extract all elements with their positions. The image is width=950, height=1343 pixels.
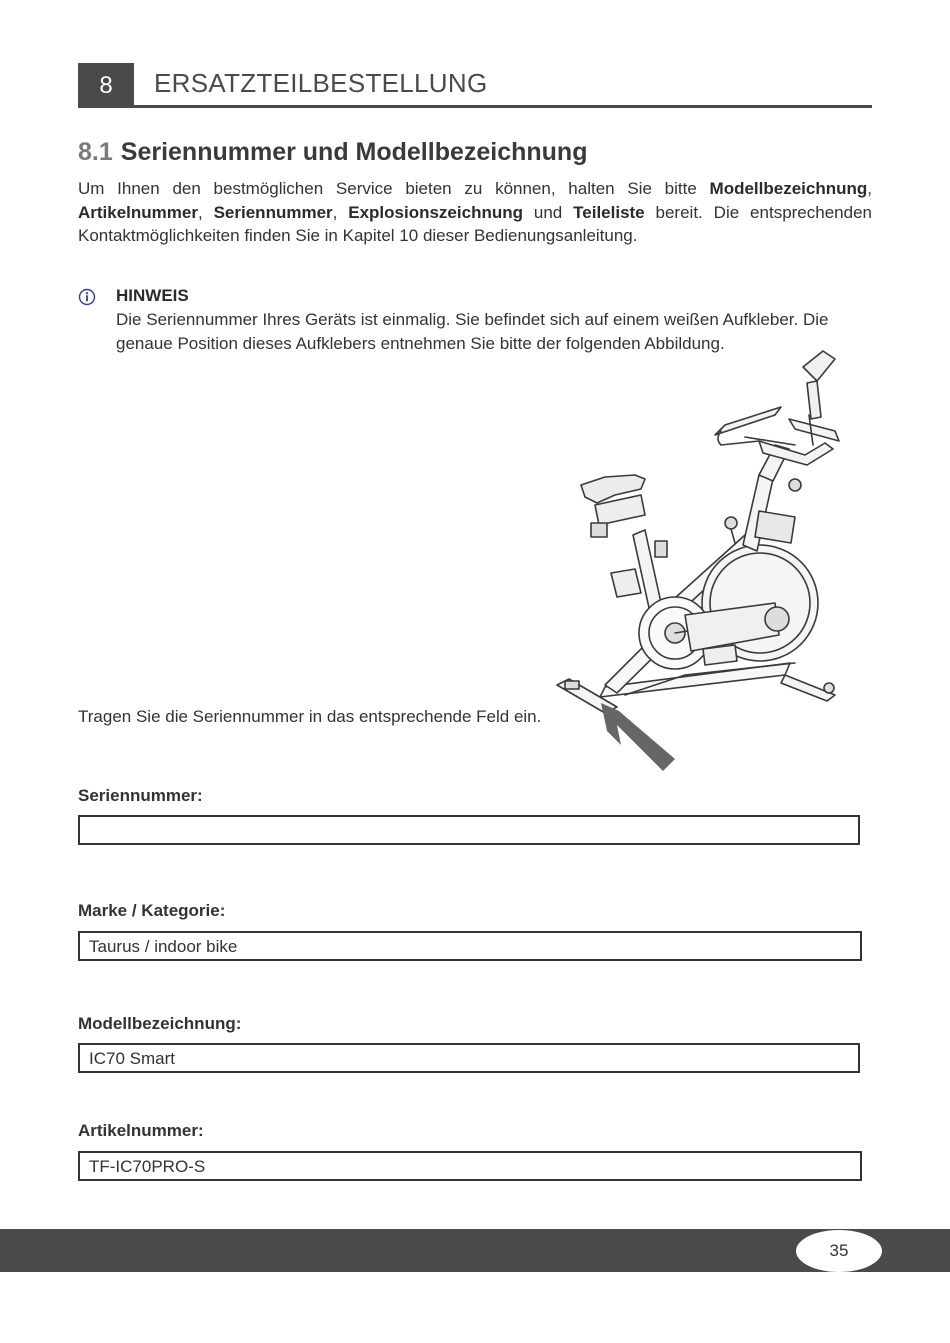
note-text: Die Seriennummer Ihres Geräts ist einmalig. Sie befindet sich auf einem weißen Aufkleber. Die genaue Position dieses Aufklebers entnehmen Sie bitte der folgenden Abbildung.	[116, 310, 829, 353]
intro-paragraph	[78, 177, 872, 248]
intro-text: bereit. Die entsprechenden Kontaktmöglichkeiten finden Sie in Kapitel 10 dieser Bedienungsanleitung.	[78, 202, 872, 245]
model-name-field[interactable]: IC70 Smart	[78, 1043, 860, 1073]
article-number-label: Artikelnummer:	[78, 1121, 204, 1140]
info-icon	[78, 288, 96, 306]
intro-text: ,	[332, 202, 349, 222]
serial-number-field[interactable]	[78, 815, 860, 845]
brand-category-field[interactable]: Taurus / indoor bike	[78, 931, 862, 961]
intro-bold: Modellbezeichnung	[709, 179, 868, 198]
article-number-field[interactable]: TF-IC70PRO-S	[78, 1151, 862, 1181]
intro-bold: Explosionszeichnung	[348, 202, 523, 222]
intro-text: ,	[867, 179, 872, 198]
section-title	[78, 138, 587, 167]
intro-bold: Artikelnummer	[78, 202, 198, 222]
indoor-bike-illustration	[545, 345, 850, 775]
model-name-label: Modellbezeichnung:	[78, 1014, 242, 1033]
chapter-number: 8	[78, 63, 134, 108]
chapter-header	[78, 63, 872, 108]
serial-number-label: Seriennummer:	[78, 786, 203, 805]
intro-text: Um Ihnen den bestmöglichen Service bieten zu können, halten Sie bitte	[78, 179, 710, 198]
intro-bold: Teileliste	[573, 202, 645, 222]
chapter-rule	[134, 105, 872, 108]
note-label: HINWEIS	[116, 286, 189, 305]
intro-text: ,	[197, 202, 214, 222]
section-number: 8.1	[78, 138, 113, 166]
intro-text: und	[523, 202, 574, 222]
instruction-text: Tragen Sie die Seriennummer in das entsprechende Feld ein.	[78, 707, 542, 726]
page-number: 35	[796, 1230, 882, 1272]
section-title-text: Seriennummer und Modellbezeichnung	[120, 138, 588, 166]
intro-bold: Seriennummer	[213, 202, 333, 222]
brand-category-label: Marke / Kategorie:	[78, 901, 226, 920]
chapter-title: ERSATZTEILBESTELLUNG	[154, 68, 488, 98]
